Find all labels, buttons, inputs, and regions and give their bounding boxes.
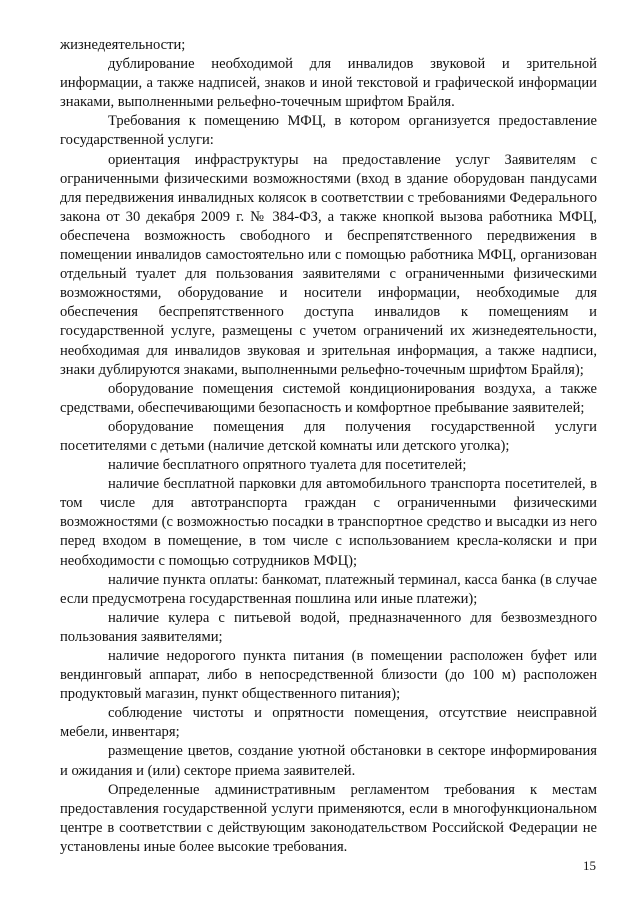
paragraph-14: Определенные административным регламентом требования к местам предоставления государственной услуги применяются, если в многофункциональном центре в соответствии с действующим законодательством Российской Федерации не установлены иные более высокие требования.: [60, 781, 597, 855]
paragraph-3: Требования к помещению МФЦ, в котором организуется предоставление государственной услуги:: [60, 113, 597, 149]
paragraph-9: наличие пункта оплаты: банкомат, платежный терминал, касса банка (в случае если предусмотрена государственная пошлина или иные платежи);: [60, 571, 597, 607]
paragraph-5: оборудование помещения системой кондиционирования воздуха, а также средствами, обеспечивающими безопасность и комфортное пребывание заявителей;: [60, 380, 597, 416]
paragraph-1: жизнедеятельности;: [60, 37, 186, 53]
paragraph-2: дублирование необходимой для инвалидов звуковой и зрительной информации, а также надписей, знаков и иной текстовой и графической информации знаками, выполненными рельефно-точечным шрифтом Брайля.: [60, 56, 597, 111]
paragraph-13: размещение цветов, создание уютной обстановки в секторе информирования и ожидания и (или) секторе приема заявителей.: [60, 743, 597, 779]
paragraph-7: наличие бесплатного опрятного туалета для посетителей;: [108, 457, 467, 474]
paragraph-8: наличие бесплатной парковки для автомобильного транспорта посетителей, в том числе для автотранспорта граждан с ограниченными физическими возможностями (с возможностью посадки в транспортное средство и высадки из него перед входом в помещение, в том числе с использованием кресла-коляски и при необходимости с помощью сотрудников МФЦ);: [60, 476, 597, 569]
page-number: 15: [583, 858, 596, 873]
paragraph-12: соблюдение чистоты и опрятности помещения, отсутствие неисправной мебели, инвентаря;: [60, 705, 597, 741]
paragraph-4: ориентация инфраструктуры на предоставление услуг Заявителям с ограниченными физическими возможностями (вход в здание оборудован пандусами для передвижения инвалидных колясок в соответствии с требованиями Федерального закона от 30 декабря 2009 г. № 384-ФЗ, а также кнопкой вызова работника МФЦ, обеспечена возможность свободного и беспрепятственного передвижения в помещении инвалидов самостоятельно или с помощью работника МФЦ, организован отдельный туалет для пользования заявителями с ограниченными физическими возможностями, оборудование и носители информации, необходимые для обеспечения беспрепятственного доступа инвалидов к помещениям и государственной услуге, размещены с учетом ограничений их жизнедеятельности, необходимая для инвалидов звуковая и зрительная информация, а также надписи, знаки дублируются знаками, выполненными рельефно-точечным шрифтом Брайля);: [60, 151, 597, 378]
paragraph-11: наличие недорогого пункта питания (в помещении расположен буфет или вендинговый аппарат, либо в непосредственной близости (до 100 м) расположен продуктовый магазин, пункт общественного питания);: [60, 648, 597, 703]
paragraph-10: наличие кулера с питьевой водой, предназначенного для безвозмездного пользования заявителями;: [60, 609, 597, 645]
paragraph-6: оборудование помещения для получения государственной услуги посетителями с детьми (наличие детской комнаты или детского уголка);: [60, 418, 597, 454]
document-page: [60, 36, 597, 857]
